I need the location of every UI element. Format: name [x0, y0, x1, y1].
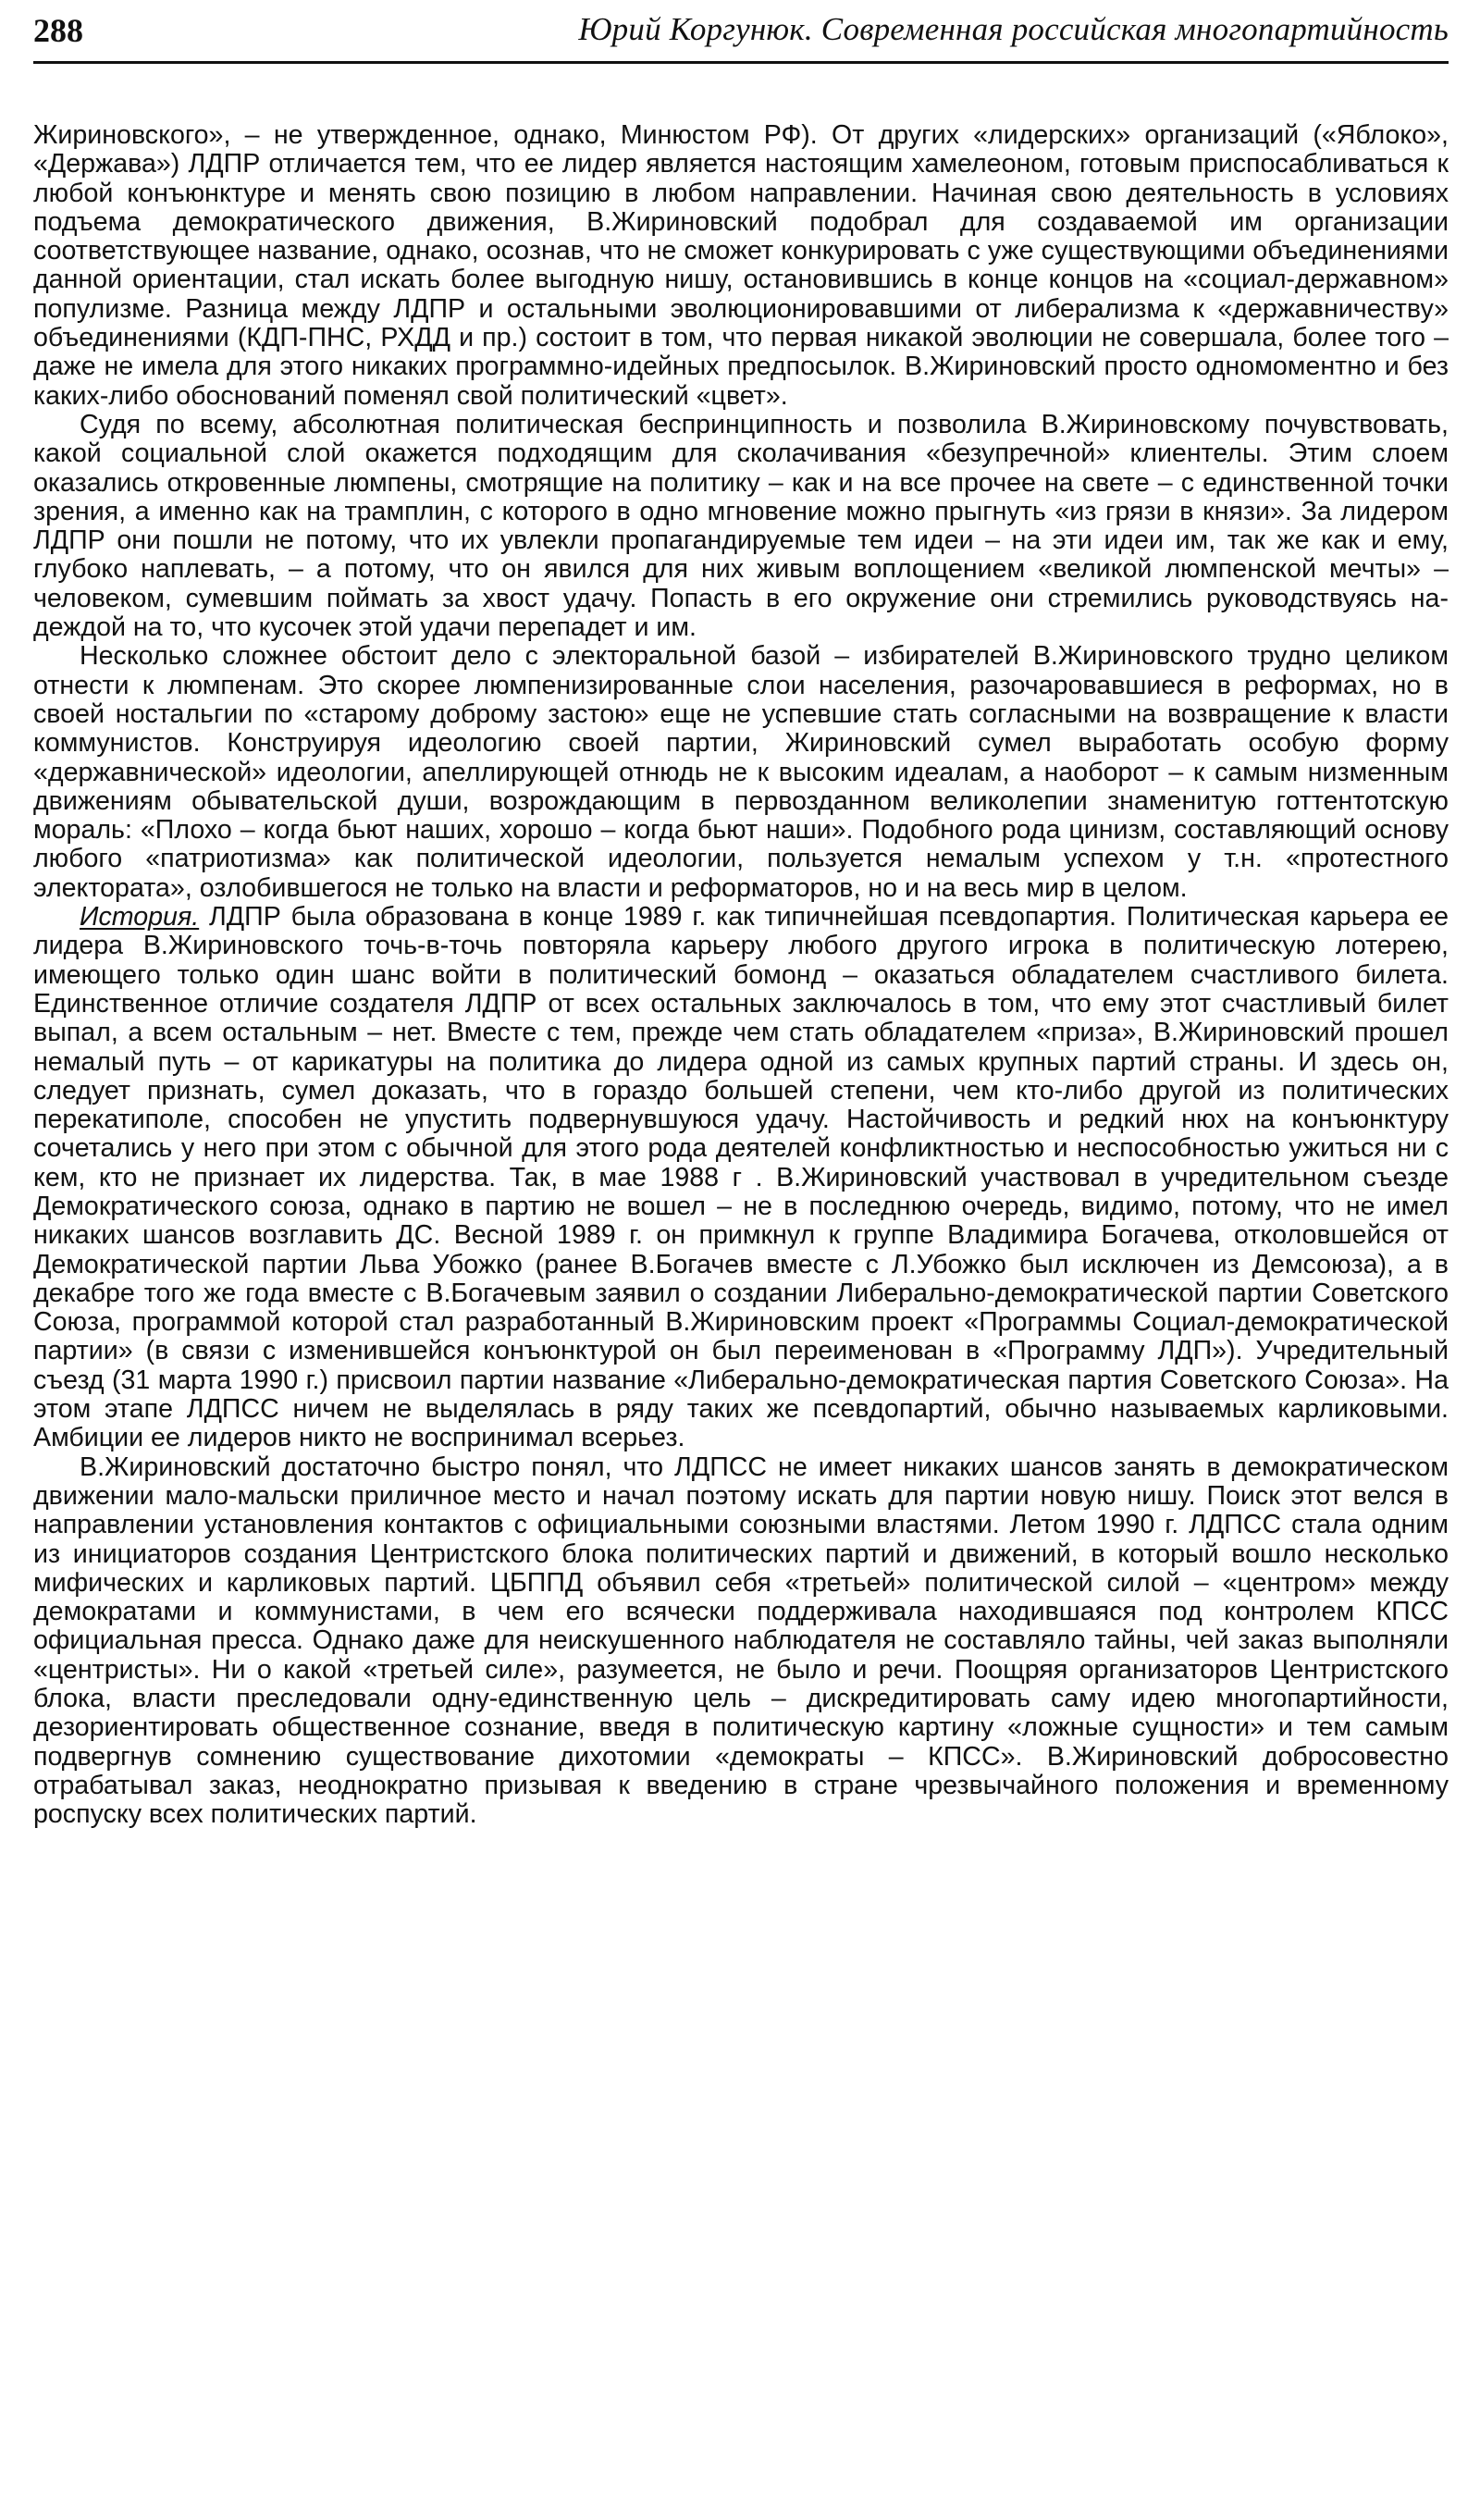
paragraph — [33, 1453, 1449, 1830]
section-label-history: История. — [80, 902, 200, 933]
paragraph — [33, 121, 1449, 411]
paragraph-text: В.Жириновский достаточно быстро понял, что ЛДПСС не имеет никаких шансов занять в демократическом движении мало-мальски приличное место и начал поэтому искать для партии новую нишу. Поиск этот велся в направлении установления контактов с официальными союзными властями. Летом 1990 г. ЛДПСС стала одним из инициаторов создания Центристского блока политических партий и движений, в который вошло несколько мифических и карликовых партий. ЦБППД объявил себя «третьей» политической силой – «центром» между демократами и коммунистами, в чем его всячески поддерживала находившаяся под контролем КПСС официальная пресса. Однако даже для неискушенного наблюдателя не составляло тайны, чей заказ выполняли «центристы». Ни о какой «третьей силе», разумеется, не было и речи. Поощряя организаторов Центристского блока, власти преследовали одну-единственную цель – дискредитировать саму идею многопартийности, дезориентировать общественное сознание, введя в политическую картину «ложные сущности» и тем самым подвергнув сомнению существование дихотомии «демократы – КПСС». В.Жириновский добросовестно отрабатывал заказ, неоднократно призывая к введению в стране чрезвычайного положения и временному роспуску всех политических партий. — [33, 1451, 1449, 1830]
paragraph-text: Несколько сложнее обстоит дело с электоральной базой – избирателей В.Жириновского трудно целиком отнести к люмпенам. Это скорее люмпенизированные слои населения, разочаровавшиеся в реформах, но в своей ностальгии по «старому доброму застою» еще не успевшие стать согласными на возвращение к власти коммунистов. Конструируя идеологию своей партии, Жириновский сумел выработать особую форму «державнической» идеологии, апеллирующей отнюдь не к высоким идеалам, а наоборот – к самым низменным движениям обывательской души, возрождающим в первозданном великолепии знаменитую готтентотскую мораль: «Плохо – когда бьют наших, хорошо – когда бьют наши». Подобного рода цинизм, составляющий основу любого «патриотизма» как политической идеологии, пользуется немалым успехом у т.н. «протестного электората», озлобившегося не только на власти и реформаторов, но и на весь мир в целом. — [33, 641, 1449, 903]
paragraph — [33, 642, 1449, 903]
running-title: Юрий Коргунюк. Современная российская многопартийность — [578, 11, 1449, 47]
body-text — [33, 121, 1449, 1830]
paragraph-text: ЛДПР была образована в конце 1989 г. как типичнейшая псевдопартия. Политическая карьера ее лидера В.Жириновского точь-в-точь повторяла карьеру любого другого игрока в политическую лотерею, имеющего только один шанс войти в политический бомонд – оказаться обладателем счастливого билета. Единственное отличие создателя ЛДПР от всех остальных заключалось в том, что ему этот счастливый билет выпал, а всем остальным – нет. Вместе с тем, прежде чем стать обладателем «приза», В.Жириновский прошел немалый путь – от карикатуры на политика до лидера одной из самых крупных партий страны. И здесь он, следует признать, сумел доказать, что в гораздо большей степени, чем кто-либо другой из политических перекатиполе, способен не упустить подвернувшуюся удачу. Настойчивость и редкий нюх на конъюнктуру сочетались у него при этом с обычной для этого рода деятелей конфликтностью и неспособностью ужиться ни с кем, кто не признает их лидерства. Так, в мае 1988 г . В.Жириновский участвовал в учредительном съезде Демократического союза, однако в партию не вошел – не в последнюю очередь, видимо, потому, что не имел никаких шансов возглавить ДС. Весной 1989 г. он примкнул к группе Владимира Богачева, отколовшейся от Демократической партии Льва Убожко (ранее В.Богачев вместе с Л.Убожко был исключен из Демсоюза), а в декабре того же года вместе с В.Богачевым заявил о создании Либерально-демократической партии Советского Союза, программой которой стал разработанный В.Жириновским проект «Программы Социал-демократической партии» (в связи с изменившейся конъюнктурой он был переименован в «Программу ЛДП»). Учредительный съезд (31 марта 1990 г.) присвоил партии название «Либерально-демократическая партия Советского Союза». На этом этапе ЛДПСС ничем не выделялась в ряду таких же псевдопартий, обычно называемых карликовыми. Амбиции ее лидеров никто не воспринимал всерьез. — [33, 902, 1449, 1453]
paragraph — [33, 903, 1449, 1453]
paragraph-text: Жириновского», – не утвержденное, однако, Минюстом РФ). От других «лидерских» организаций («Яблоко», «Держава») ЛДПР отличается тем, что ее лидер является настоящим хамелеоном, готовым приспосабливаться к любой конъюнктуре и менять свою позицию в любом направлении. Начиная свою деятельность в условиях подъема демократического движения, В.Жириновский подобрал для создаваемой им организации соответствующее название, однако, осознав, что не сможет конкурировать с уже существующими объединениями данной ориентации, стал искать более выгодную нишу, остановившись в конце концов на «социал-державном» популизме. Разница между ЛДПР и остальными эволюционировавшими от либерализма к «державничеству» объединениями (КДП-ПНС, РХДД и пр.) состоит в том, что первая никакой эволюции не совершала, более того – даже не имела для этого никаких программно-идейных предпосылок. В.Жириновский просто одномоментно и без каких-либо обоснований поменял свой политический «цвет». — [33, 120, 1449, 411]
document-page — [33, 0, 1449, 1830]
page-header — [33, 6, 1449, 64]
page-number: 288 — [33, 12, 83, 49]
paragraph-text: Судя по всему, абсолютная политическая беспринципность и позволила В.Жириновскому почувствовать, какой социальной слой окажется подходящим для сколачивания «безупречной» клиентелы. Этим слоем оказались откровенные люмпены, смотрящие на политику – как и на все прочее на свете – с единственной точки зрения, а именно как на трамплин, с которого в одно мгновение можно прыгнуть «из грязи в князи». За лидером ЛДПР они пошли не потому, что их увлекли пропагандируемые тем идеи – на эти идеи им, так же как и ему, глубоко наплевать, – а потому, что он явился для них живым воплощением «великой люмпенской мечты» – человеком, сумевшим поймать за хвост удачу. Попасть в его окружение они стремились руководствуясь надеждой на то, что кусочек этой удачи перепадет и им. — [33, 409, 1449, 643]
paragraph — [33, 411, 1449, 642]
